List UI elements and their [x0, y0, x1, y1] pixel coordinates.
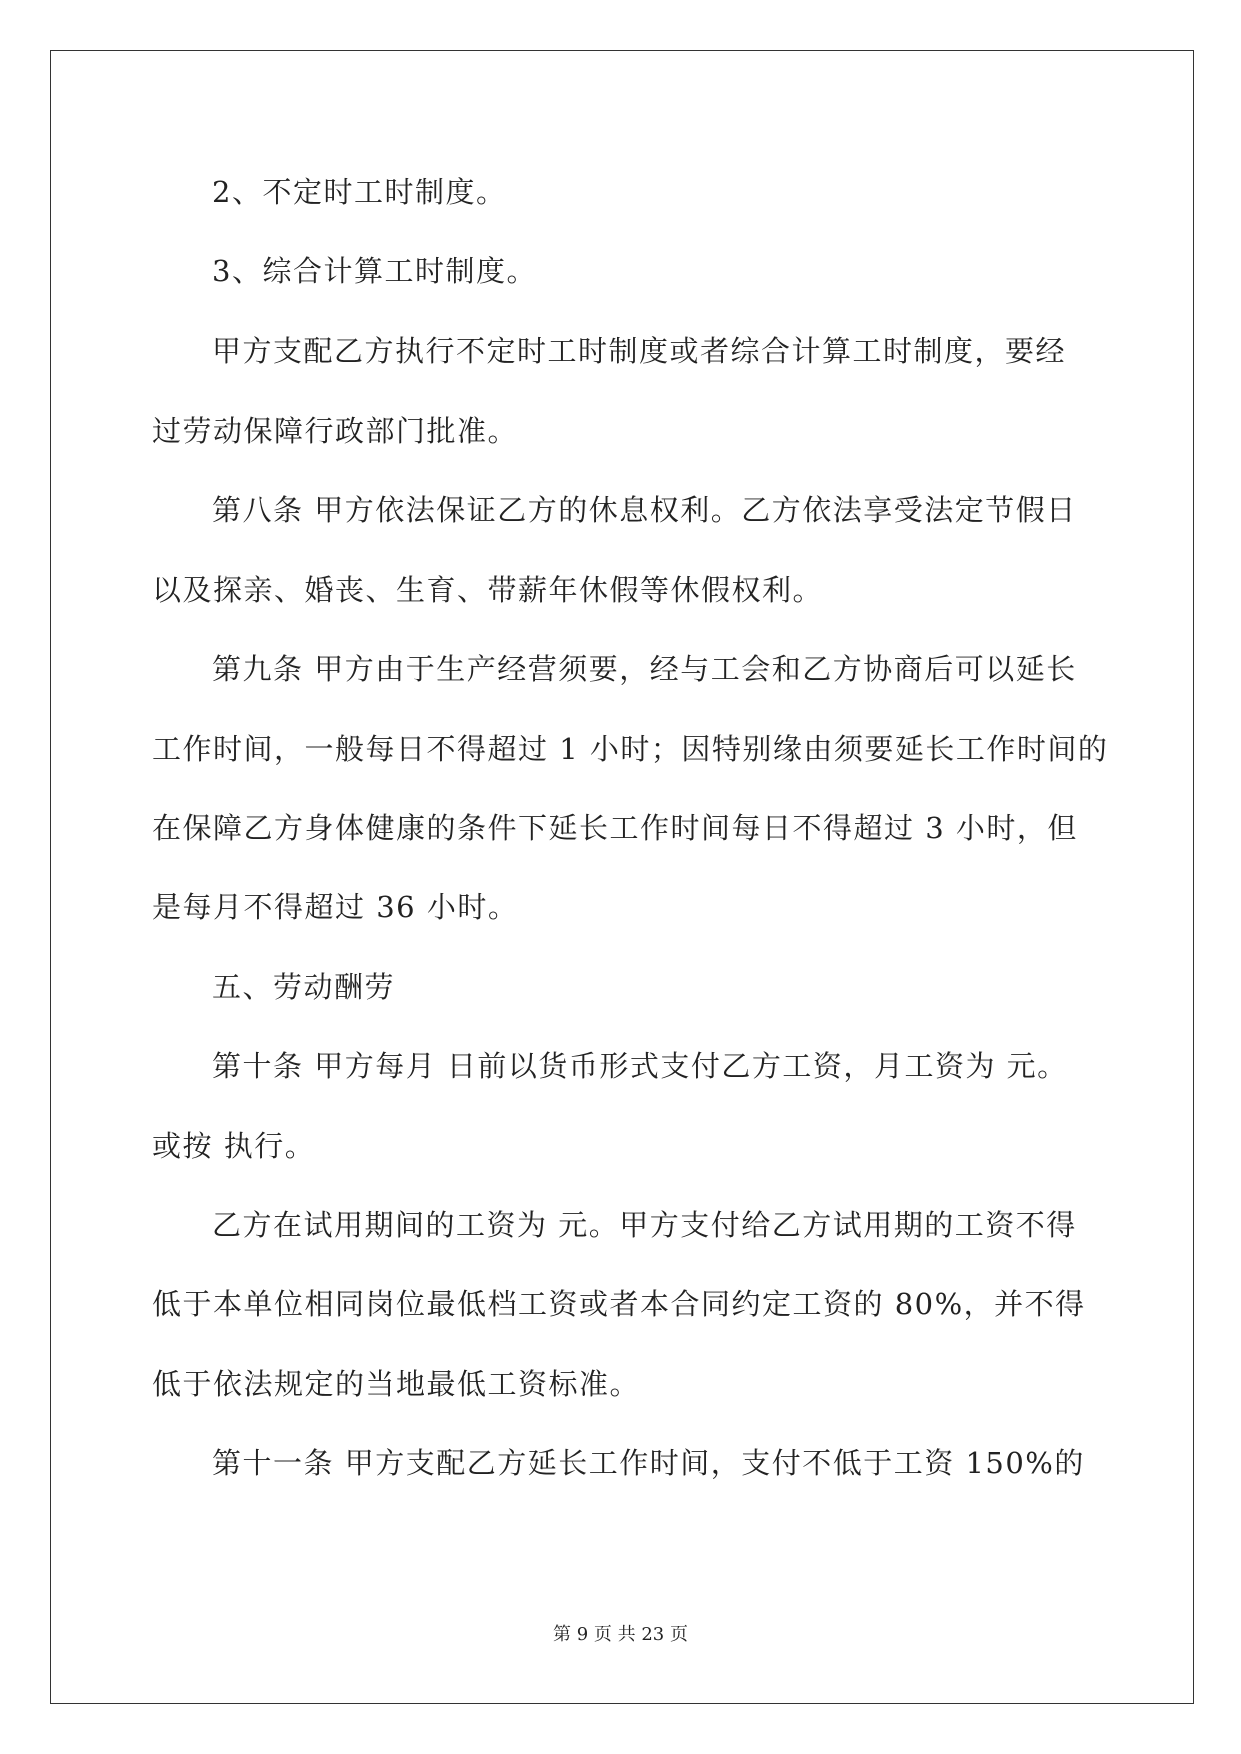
text-line: 第九条 甲方由于生产经营须要，经与工会和乙方协商后可以延长	[212, 652, 1077, 686]
text-line: 3、综合计算工时制度。	[212, 254, 537, 288]
text-line: 在保障乙方身体健康的条件下延长工作时间每日不得超过 3 小时，但	[152, 811, 1078, 845]
text-line: 是每月不得超过 36 小时。	[152, 890, 519, 924]
text-line: 或按 执行。	[152, 1129, 316, 1163]
text-line: 第十条 甲方每月 日前以货币形式支付乙方工资，月工资为 元。	[212, 1049, 1068, 1083]
text-line: 第十一条 甲方支配乙方延长工作时间，支付不低于工资 150%的	[212, 1446, 1085, 1480]
page-number-footer: 第 9 页 共 23 页	[553, 1624, 688, 1645]
text-line: 甲方支配乙方执行不定时工时制度或者综合计算工时制度，要经	[212, 334, 1067, 368]
text-line: 2、不定时工时制度。	[212, 175, 507, 209]
text-line: 低于本单位相同岗位最低档工资或者本合同约定工资的 80%，并不得	[152, 1287, 1086, 1321]
text-line: 第八条 甲方依法保证乙方的休息权利。乙方依法享受法定节假日	[212, 493, 1077, 527]
text-line: 低于依法规定的当地最低工资标准。	[152, 1367, 641, 1401]
text-line: 乙方在试用期间的工资为 元。甲方支付给乙方试用期的工资不得	[212, 1208, 1077, 1242]
text-line: 过劳动保障行政部门批准。	[152, 414, 519, 448]
text-line: 以及探亲、婚丧、生育、带薪年休假等休假权利。	[152, 573, 824, 607]
text-line: 工作时间，一般每日不得超过 1 小时；因特别缘由须要延长工作时间的	[152, 732, 1109, 766]
section-heading: 五、劳动酬劳	[212, 970, 396, 1004]
